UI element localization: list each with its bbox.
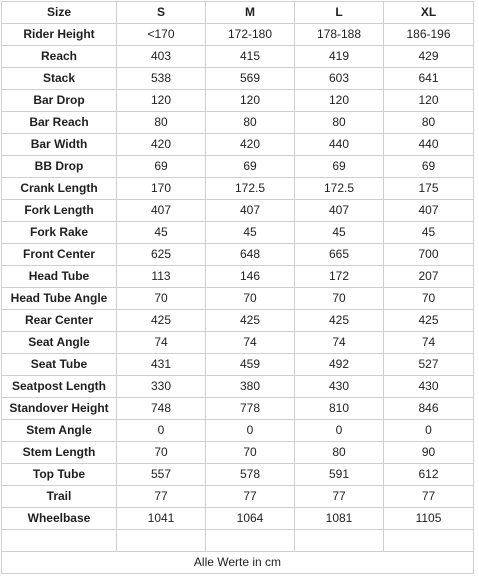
table-row	[2, 266, 474, 288]
table-cell: 425	[117, 310, 206, 332]
table-cell: 1041	[117, 508, 206, 530]
table-cell: 170	[117, 178, 206, 200]
table-cell: 74	[117, 332, 206, 354]
table-cell: 578	[206, 464, 295, 486]
table-cell: 120	[384, 90, 474, 112]
table-cell: 665	[295, 244, 384, 266]
row-label: Head Tube Angle	[2, 288, 117, 310]
table-cell: 748	[117, 398, 206, 420]
table-cell: 538	[117, 68, 206, 90]
row-label: Head Tube	[2, 266, 117, 288]
table-cell: 70	[206, 288, 295, 310]
row-label: Fork Length	[2, 200, 117, 222]
table-cell: 69	[384, 156, 474, 178]
row-label: Fork Rake	[2, 222, 117, 244]
table-cell: 0	[295, 420, 384, 442]
row-label: Standover Height	[2, 398, 117, 420]
table-cell: 425	[206, 310, 295, 332]
table-cell: 0	[117, 420, 206, 442]
table-cell: 80	[117, 112, 206, 134]
table-cell: 70	[384, 288, 474, 310]
table-row	[2, 24, 474, 46]
table-cell: 77	[206, 486, 295, 508]
row-label: Stem Length	[2, 442, 117, 464]
table-cell: 492	[295, 354, 384, 376]
table-cell: 425	[295, 310, 384, 332]
header-cell-xl: XL	[384, 2, 474, 24]
table-cell: 420	[117, 134, 206, 156]
table-cell: 612	[384, 464, 474, 486]
table-cell: 172-180	[206, 24, 295, 46]
geometry-table	[1, 1, 474, 574]
table-cell: 77	[117, 486, 206, 508]
table-cell: 69	[117, 156, 206, 178]
table-cell: <170	[117, 24, 206, 46]
table-row	[2, 90, 474, 112]
table-row	[2, 442, 474, 464]
table-cell: 0	[384, 420, 474, 442]
row-label: Stack	[2, 68, 117, 90]
table-cell: 69	[295, 156, 384, 178]
table-cell: 440	[384, 134, 474, 156]
empty-cell	[117, 530, 206, 552]
table-cell: 420	[206, 134, 295, 156]
table-cell: 403	[117, 46, 206, 68]
table-cell: 172	[295, 266, 384, 288]
table-cell: 74	[206, 332, 295, 354]
table-cell: 172.5	[206, 178, 295, 200]
row-label: Seat Angle	[2, 332, 117, 354]
table-cell: 207	[384, 266, 474, 288]
table-row	[2, 178, 474, 200]
table-cell: 120	[295, 90, 384, 112]
table-cell: 846	[384, 398, 474, 420]
table-cell: 45	[206, 222, 295, 244]
row-label: Seat Tube	[2, 354, 117, 376]
table-row	[2, 156, 474, 178]
table-cell: 69	[206, 156, 295, 178]
table-cell: 80	[295, 442, 384, 464]
table-cell: 459	[206, 354, 295, 376]
table-cell: 90	[384, 442, 474, 464]
table-cell: 641	[384, 68, 474, 90]
table-row	[2, 244, 474, 266]
table-cell: 113	[117, 266, 206, 288]
row-label: Top Tube	[2, 464, 117, 486]
table-cell: 431	[117, 354, 206, 376]
row-label: Trail	[2, 486, 117, 508]
row-label: Bar Drop	[2, 90, 117, 112]
empty-cell	[206, 530, 295, 552]
table-cell: 70	[117, 288, 206, 310]
row-label: BB Drop	[2, 156, 117, 178]
table-cell: 419	[295, 46, 384, 68]
header-cell-s: S	[117, 2, 206, 24]
row-label: Crank Length	[2, 178, 117, 200]
table-cell: 557	[117, 464, 206, 486]
header-cell-size: Size	[2, 2, 117, 24]
table-cell: 778	[206, 398, 295, 420]
row-label: Front Center	[2, 244, 117, 266]
table-cell: 70	[206, 442, 295, 464]
row-label: Rider Height	[2, 24, 117, 46]
table-cell: 120	[206, 90, 295, 112]
table-row	[2, 112, 474, 134]
table-cell: 45	[295, 222, 384, 244]
row-label: Seatpost Length	[2, 376, 117, 398]
table-row	[2, 310, 474, 332]
table-row	[2, 398, 474, 420]
table-cell: 80	[206, 112, 295, 134]
row-label: Bar Reach	[2, 112, 117, 134]
footnote-row	[2, 552, 474, 574]
table-cell: 178-188	[295, 24, 384, 46]
table-cell: 425	[384, 310, 474, 332]
table-row	[2, 200, 474, 222]
geometry-table-body	[2, 2, 474, 574]
table-cell: 80	[295, 112, 384, 134]
table-cell: 120	[117, 90, 206, 112]
table-cell: 430	[384, 376, 474, 398]
table-cell: 74	[295, 332, 384, 354]
table-cell: 175	[384, 178, 474, 200]
row-label: Stem Angle	[2, 420, 117, 442]
empty-cell	[295, 530, 384, 552]
table-cell: 0	[206, 420, 295, 442]
empty-cell	[384, 530, 474, 552]
table-cell: 407	[295, 200, 384, 222]
table-cell: 700	[384, 244, 474, 266]
table-cell: 74	[384, 332, 474, 354]
table-row	[2, 68, 474, 90]
table-cell: 70	[295, 288, 384, 310]
table-cell: 1081	[295, 508, 384, 530]
table-header-row	[2, 2, 474, 24]
header-cell-l: L	[295, 2, 384, 24]
row-label: Bar Width	[2, 134, 117, 156]
table-cell: 430	[295, 376, 384, 398]
table-cell: 380	[206, 376, 295, 398]
row-label: Rear Center	[2, 310, 117, 332]
table-cell: 591	[295, 464, 384, 486]
table-cell: 569	[206, 68, 295, 90]
table-cell: 415	[206, 46, 295, 68]
table-cell: 146	[206, 266, 295, 288]
table-cell: 407	[206, 200, 295, 222]
table-cell: 172.5	[295, 178, 384, 200]
footnote: Alle Werte in cm	[2, 552, 474, 574]
table-cell: 625	[117, 244, 206, 266]
table-cell: 1105	[384, 508, 474, 530]
table-cell: 810	[295, 398, 384, 420]
table-cell: 80	[384, 112, 474, 134]
table-cell: 407	[117, 200, 206, 222]
table-cell: 45	[384, 222, 474, 244]
empty-cell	[2, 530, 117, 552]
table-row	[2, 288, 474, 310]
empty-row	[2, 530, 474, 552]
table-cell: 70	[117, 442, 206, 464]
table-cell: 527	[384, 354, 474, 376]
table-row	[2, 222, 474, 244]
header-cell-m: M	[206, 2, 295, 24]
row-label: Reach	[2, 46, 117, 68]
table-cell: 77	[384, 486, 474, 508]
row-label: Wheelbase	[2, 508, 117, 530]
table-cell: 45	[117, 222, 206, 244]
table-row	[2, 464, 474, 486]
table-row	[2, 486, 474, 508]
table-row	[2, 134, 474, 156]
table-cell: 440	[295, 134, 384, 156]
table-cell: 186-196	[384, 24, 474, 46]
table-row	[2, 508, 474, 530]
table-cell: 407	[384, 200, 474, 222]
table-row	[2, 46, 474, 68]
table-cell: 429	[384, 46, 474, 68]
table-cell: 77	[295, 486, 384, 508]
table-row	[2, 376, 474, 398]
table-row	[2, 354, 474, 376]
table-cell: 330	[117, 376, 206, 398]
table-cell: 648	[206, 244, 295, 266]
table-row	[2, 332, 474, 354]
table-cell: 603	[295, 68, 384, 90]
table-cell: 1064	[206, 508, 295, 530]
table-row	[2, 420, 474, 442]
